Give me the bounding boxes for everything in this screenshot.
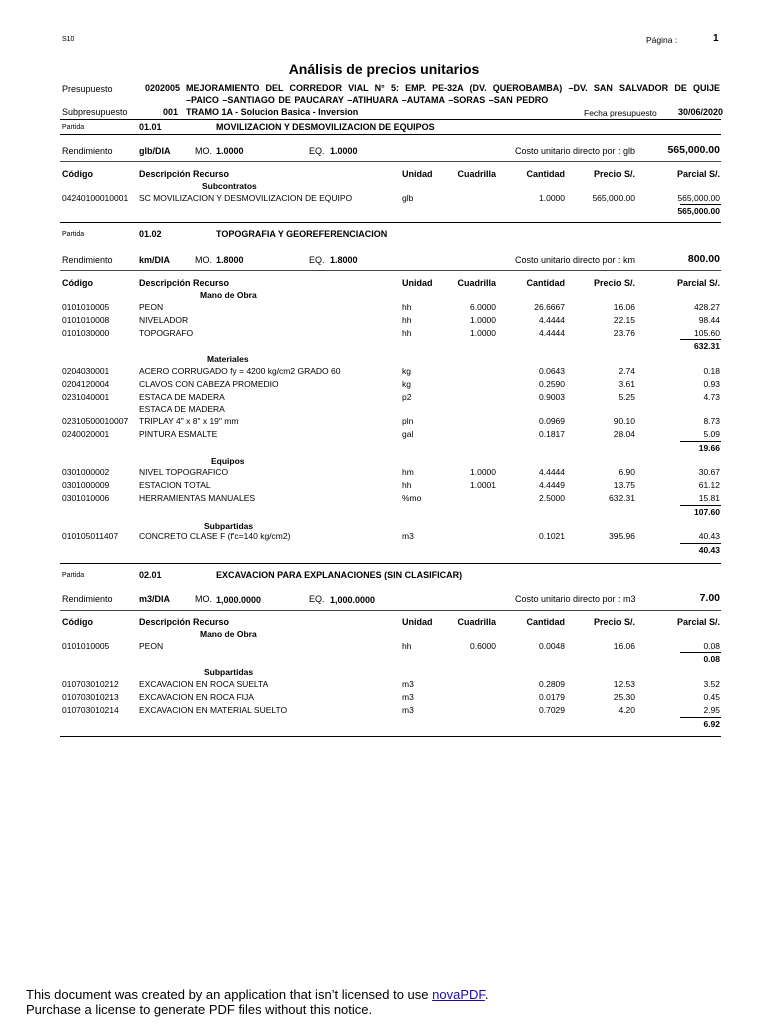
row-cuadrilla: 1.0000 <box>470 467 496 477</box>
row-codigo: 010703010213 <box>62 692 119 702</box>
mo-label: MO. <box>195 594 212 604</box>
row-codigo: 0301010006 <box>62 493 110 503</box>
subtotal-rule <box>680 441 721 442</box>
group-title: Materiales <box>207 354 249 364</box>
col-cuadrilla: Cuadrilla <box>457 169 496 179</box>
row-unidad: m3 <box>402 679 414 689</box>
row-unidad: %mo <box>402 493 422 503</box>
eq-label: EQ. <box>309 146 325 156</box>
row-descripcion: CLAVOS CON CABEZA PROMEDIO <box>139 379 279 389</box>
mo-value: 1.0000 <box>216 146 244 156</box>
row-codigo: 010105011407 <box>62 531 119 541</box>
eq-value: 1,000.0000 <box>330 595 376 605</box>
row-parcial: 30.67 <box>698 467 720 477</box>
row-cantidad: 0.1021 <box>539 531 565 541</box>
col-precio: Precio S/. <box>593 617 635 627</box>
row-unidad: gal <box>402 429 414 439</box>
rendimiento-label: Rendimiento <box>62 255 113 265</box>
row-parcial: 105.60 <box>694 328 720 338</box>
row-descripcion: EXCAVACION EN MATERIAL SUELTO <box>139 705 288 715</box>
divider <box>60 119 721 120</box>
row-codigo: 0240020001 <box>62 429 110 439</box>
col-descripcion: Descripción Recurso <box>139 169 230 179</box>
costo-label: Costo unitario directo por : glb <box>515 146 636 156</box>
row-unidad: m3 <box>402 531 414 541</box>
group-title: Subpartidas <box>204 521 254 531</box>
mo-label: MO. <box>195 255 212 265</box>
row-precio: 395.96 <box>609 531 635 541</box>
col-unidad: Unidad <box>402 169 433 179</box>
rendimiento-value: km/DIA <box>139 255 171 265</box>
row-precio: 16.06 <box>613 641 635 651</box>
presupuesto-code: 0202005 <box>145 83 181 93</box>
col-parcial: Parcial S/. <box>676 169 720 179</box>
subtotal-rule <box>680 717 721 718</box>
row-descripcion: TOPOGRAFO <box>139 328 194 338</box>
row-cuadrilla: 0.6000 <box>470 641 496 651</box>
group-title: Mano de Obra <box>200 629 257 639</box>
row-cantidad: 4.4449 <box>539 480 565 490</box>
row-precio: 12.53 <box>613 679 635 689</box>
report-code: S10 <box>62 36 75 43</box>
license-notice-period: . <box>484 987 489 1002</box>
divider <box>60 134 721 135</box>
row-cantidad: 26.6667 <box>534 302 565 312</box>
row-unidad: kg <box>402 379 411 389</box>
row-unidad: glb <box>402 193 414 203</box>
row-codigo: 0204120004 <box>62 379 110 389</box>
page-label: Página : <box>646 35 678 45</box>
row-parcial: 61.12 <box>698 480 720 490</box>
group-title: Subpartidas <box>204 667 254 677</box>
group-subtotal: 565,000.00 <box>677 206 720 216</box>
col-cantidad: Cantidad <box>526 278 565 288</box>
row-cantidad: 0.7029 <box>539 705 565 715</box>
rendimiento-label: Rendimiento <box>62 146 113 156</box>
license-notice-line1 <box>26 987 489 1002</box>
row-cantidad: 4.4444 <box>539 467 565 477</box>
costo-value: 800.00 <box>687 253 720 265</box>
group-subtotal: 107.60 <box>694 507 720 517</box>
row-parcial: 4.73 <box>703 392 720 402</box>
row-descripcion: TRIPLAY 4" x 8" x 19" mm <box>139 416 239 426</box>
row-cantidad: 0.0048 <box>539 641 565 651</box>
divider <box>60 222 721 223</box>
partida-name: TOPOGRAFIA Y GEOREFERENCIACION <box>216 229 388 239</box>
row-unidad: hh <box>402 302 412 312</box>
divider <box>60 736 721 737</box>
row-parcial: 2.95 <box>703 705 720 715</box>
row-parcial: 8.73 <box>703 416 720 426</box>
col-descripcion: Descripción Recurso <box>139 278 230 288</box>
divider <box>60 610 721 611</box>
row-codigo: 0101010005 <box>62 302 110 312</box>
row-precio: 3.61 <box>618 379 635 389</box>
partida-name: MOVILIZACION Y DESMOVILIZACION DE EQUIPOS <box>216 122 435 132</box>
subpresupuesto-label: Subpresupuesto <box>62 107 128 117</box>
page-number: 1 <box>713 33 719 44</box>
row-cantidad: 0.0179 <box>539 692 565 702</box>
mo-value: 1.8000 <box>216 255 244 265</box>
eq-value: 1.0000 <box>330 146 358 156</box>
row-cuadrilla: 1.0001 <box>470 480 496 490</box>
eq-label: EQ. <box>309 255 325 265</box>
row-codigo: 0301000009 <box>62 480 110 490</box>
rendimiento-value: m3/DIA <box>139 594 171 604</box>
row-descripcion: HERRAMIENTAS MANUALES <box>139 493 256 503</box>
eq-label: EQ. <box>309 594 325 604</box>
row-parcial: 0.45 <box>703 692 720 702</box>
row-precio: 565,000.00 <box>592 193 635 203</box>
novapdf-link[interactable]: novaPDF <box>432 987 485 1002</box>
row-cantidad: 1.0000 <box>539 193 565 203</box>
eq-value: 1.8000 <box>330 255 358 265</box>
row-precio: 28.04 <box>613 429 635 439</box>
row-cuadrilla: 1.0000 <box>470 328 496 338</box>
row-descripcion: PEON <box>139 302 164 312</box>
row-unidad: hh <box>402 315 412 325</box>
row-precio: 6.90 <box>618 467 635 477</box>
subpresupuesto-name: TRAMO 1A - Solucion Basica - Inversion <box>186 107 359 117</box>
costo-value: 7.00 <box>699 592 720 604</box>
col-precio: Precio S/. <box>593 278 635 288</box>
partida-code: 02.01 <box>139 570 162 580</box>
group-subtotal: 6.92 <box>703 719 720 729</box>
group-subtotal: 40.43 <box>698 545 720 555</box>
license-notice-text: This document was created by an application that isn’t licensed to use <box>26 987 433 1002</box>
row-descripcion: ESTACA DE MADERA <box>139 404 225 414</box>
row-precio: 632.31 <box>609 493 635 503</box>
subtotal-rule <box>680 204 721 205</box>
subtotal-rule <box>680 339 721 340</box>
mo-label: MO. <box>195 146 212 156</box>
presupuesto-label: Presupuesto <box>62 84 113 94</box>
row-codigo: 0204030001 <box>62 366 110 376</box>
presupuesto-line2: –PAICO –SANTIAGO DE PAUCARAY –ATIHUARA –AUTAMA –SORAS –SAN PEDRO <box>186 95 549 105</box>
row-cuadrilla: 6.0000 <box>470 302 496 312</box>
row-descripcion: EXCAVACION EN ROCA SUELTA <box>139 679 269 689</box>
divider <box>60 563 721 564</box>
rendimiento-value: glb/DIA <box>139 146 171 156</box>
group-subtotal: 632.31 <box>694 341 720 351</box>
col-cantidad: Cantidad <box>526 169 565 179</box>
row-codigo: 010703010214 <box>62 705 119 715</box>
group-subtotal: 0.08 <box>703 654 720 664</box>
row-codigo: 0101010005 <box>62 641 110 651</box>
row-precio: 4.20 <box>618 705 635 715</box>
row-unidad: kg <box>402 366 411 376</box>
row-codigo: 0101030000 <box>62 328 110 338</box>
row-codigo: 010703010212 <box>62 679 119 689</box>
divider <box>60 161 721 162</box>
row-unidad: m3 <box>402 705 414 715</box>
row-descripcion: ESTACA DE MADERA <box>139 392 225 402</box>
row-descripcion: ACERO CORRUGADO fy = 4200 kg/cm2 GRADO 60 <box>139 366 341 376</box>
row-parcial: 428.27 <box>694 302 720 312</box>
row-parcial: 565,000.00 <box>677 193 720 203</box>
row-parcial: 98.44 <box>698 315 720 325</box>
row-descripcion: CONCRETO CLASE F (f'c=140 kg/cm2) <box>139 531 291 541</box>
group-subtotal: 19.66 <box>698 443 720 453</box>
row-precio: 25.30 <box>613 692 635 702</box>
partida-name: EXCAVACION PARA EXPLANACIONES (SIN CLASIFICAR) <box>216 570 463 580</box>
col-cuadrilla: Cuadrilla <box>457 617 496 627</box>
row-precio: 16.06 <box>613 302 635 312</box>
group-title: Equipos <box>211 456 245 466</box>
col-precio: Precio S/. <box>593 169 635 179</box>
col-parcial: Parcial S/. <box>676 617 720 627</box>
row-codigo: 0101010008 <box>62 315 110 325</box>
col-cuadrilla: Cuadrilla <box>457 278 496 288</box>
row-codigo: 04240100010001 <box>62 193 129 203</box>
partida-label: Partida <box>62 231 85 238</box>
fecha-value: 30/06/2020 <box>678 107 724 117</box>
row-parcial: 0.08 <box>703 641 720 651</box>
row-descripcion: ESTACION TOTAL <box>139 480 211 490</box>
rendimiento-label: Rendimiento <box>62 594 113 604</box>
partida-label: Partida <box>62 124 85 131</box>
row-unidad: hh <box>402 480 412 490</box>
col-unidad: Unidad <box>402 278 433 288</box>
subtotal-rule <box>680 652 721 653</box>
partida-code: 01.01 <box>139 122 162 132</box>
row-unidad: m3 <box>402 692 414 702</box>
presupuesto-line1: MEJORAMIENTO DEL CORREDOR VIAL N° 5: EMP. PE-32A (DV. QUEROBAMBA) –DV. SAN SALVADOR DE QUIJE <box>186 83 720 93</box>
row-codigo: 02310500010007 <box>62 416 129 426</box>
col-codigo: Código <box>62 617 93 627</box>
group-title: Mano de Obra <box>200 290 257 300</box>
divider <box>60 270 721 271</box>
row-descripcion: PEON <box>139 641 164 651</box>
row-cantidad: 0.2590 <box>539 379 565 389</box>
license-notice-line2: Purchase a license to generate PDF files without this notice. <box>26 1002 373 1017</box>
costo-value: 565,000.00 <box>667 144 720 156</box>
row-precio: 13.75 <box>613 480 635 490</box>
partida-label: Partida <box>62 572 85 579</box>
row-cantidad: 0.0643 <box>539 366 565 376</box>
row-parcial: 15.81 <box>698 493 720 503</box>
fecha-label: Fecha presupuesto <box>584 108 657 118</box>
row-cantidad: 0.2809 <box>539 679 565 689</box>
row-descripcion: NIVEL TOPOGRAFICO <box>139 467 229 477</box>
row-descripcion: SC MOVILIZACION Y DESMOVILIZACION DE EQUIPO <box>139 193 353 203</box>
costo-label: Costo unitario directo por : km <box>515 255 636 265</box>
row-precio: 22.15 <box>613 315 635 325</box>
row-precio: 90.10 <box>613 416 635 426</box>
row-unidad: pln <box>402 416 414 426</box>
row-cuadrilla: 1.0000 <box>470 315 496 325</box>
row-precio: 23.76 <box>613 328 635 338</box>
row-cantidad: 0.9003 <box>539 392 565 402</box>
col-parcial: Parcial S/. <box>676 278 720 288</box>
partida-code: 01.02 <box>139 229 162 239</box>
row-descripcion: EXCAVACION EN ROCA FIJA <box>139 692 254 702</box>
row-unidad: hm <box>402 467 414 477</box>
col-unidad: Unidad <box>402 617 433 627</box>
row-cantidad: 0.0969 <box>539 416 565 426</box>
row-cantidad: 2.5000 <box>539 493 565 503</box>
row-parcial: 5.09 <box>703 429 720 439</box>
row-parcial: 40.43 <box>698 531 720 541</box>
row-cantidad: 4.4444 <box>539 315 565 325</box>
row-parcial: 3.52 <box>703 679 720 689</box>
row-unidad: hh <box>402 328 412 338</box>
row-precio: 5.25 <box>618 392 635 402</box>
col-cantidad: Cantidad <box>526 617 565 627</box>
row-unidad: p2 <box>402 392 412 402</box>
mo-value: 1,000.0000 <box>216 595 262 605</box>
group-title: Subcontratos <box>202 181 257 191</box>
row-descripcion: NIVELADOR <box>139 315 189 325</box>
row-cantidad: 4.4444 <box>539 328 565 338</box>
subpresupuesto-code: 001 <box>163 107 179 117</box>
row-cantidad: 0.1817 <box>539 429 565 439</box>
row-precio: 2.74 <box>618 366 635 376</box>
costo-label: Costo unitario directo por : m3 <box>515 594 636 604</box>
page-title: Análisis de precios unitarios <box>288 61 480 77</box>
row-codigo: 0231040001 <box>62 392 110 402</box>
row-parcial: 0.18 <box>703 366 720 376</box>
col-codigo: Código <box>62 278 93 288</box>
subtotal-rule <box>680 505 721 506</box>
row-unidad: hh <box>402 641 412 651</box>
col-codigo: Código <box>62 169 93 179</box>
subtotal-rule <box>680 543 721 544</box>
row-parcial: 0.93 <box>703 379 720 389</box>
row-codigo: 0301000002 <box>62 467 110 477</box>
row-descripcion: PINTURA ESMALTE <box>139 429 218 439</box>
col-descripcion: Descripción Recurso <box>139 617 230 627</box>
